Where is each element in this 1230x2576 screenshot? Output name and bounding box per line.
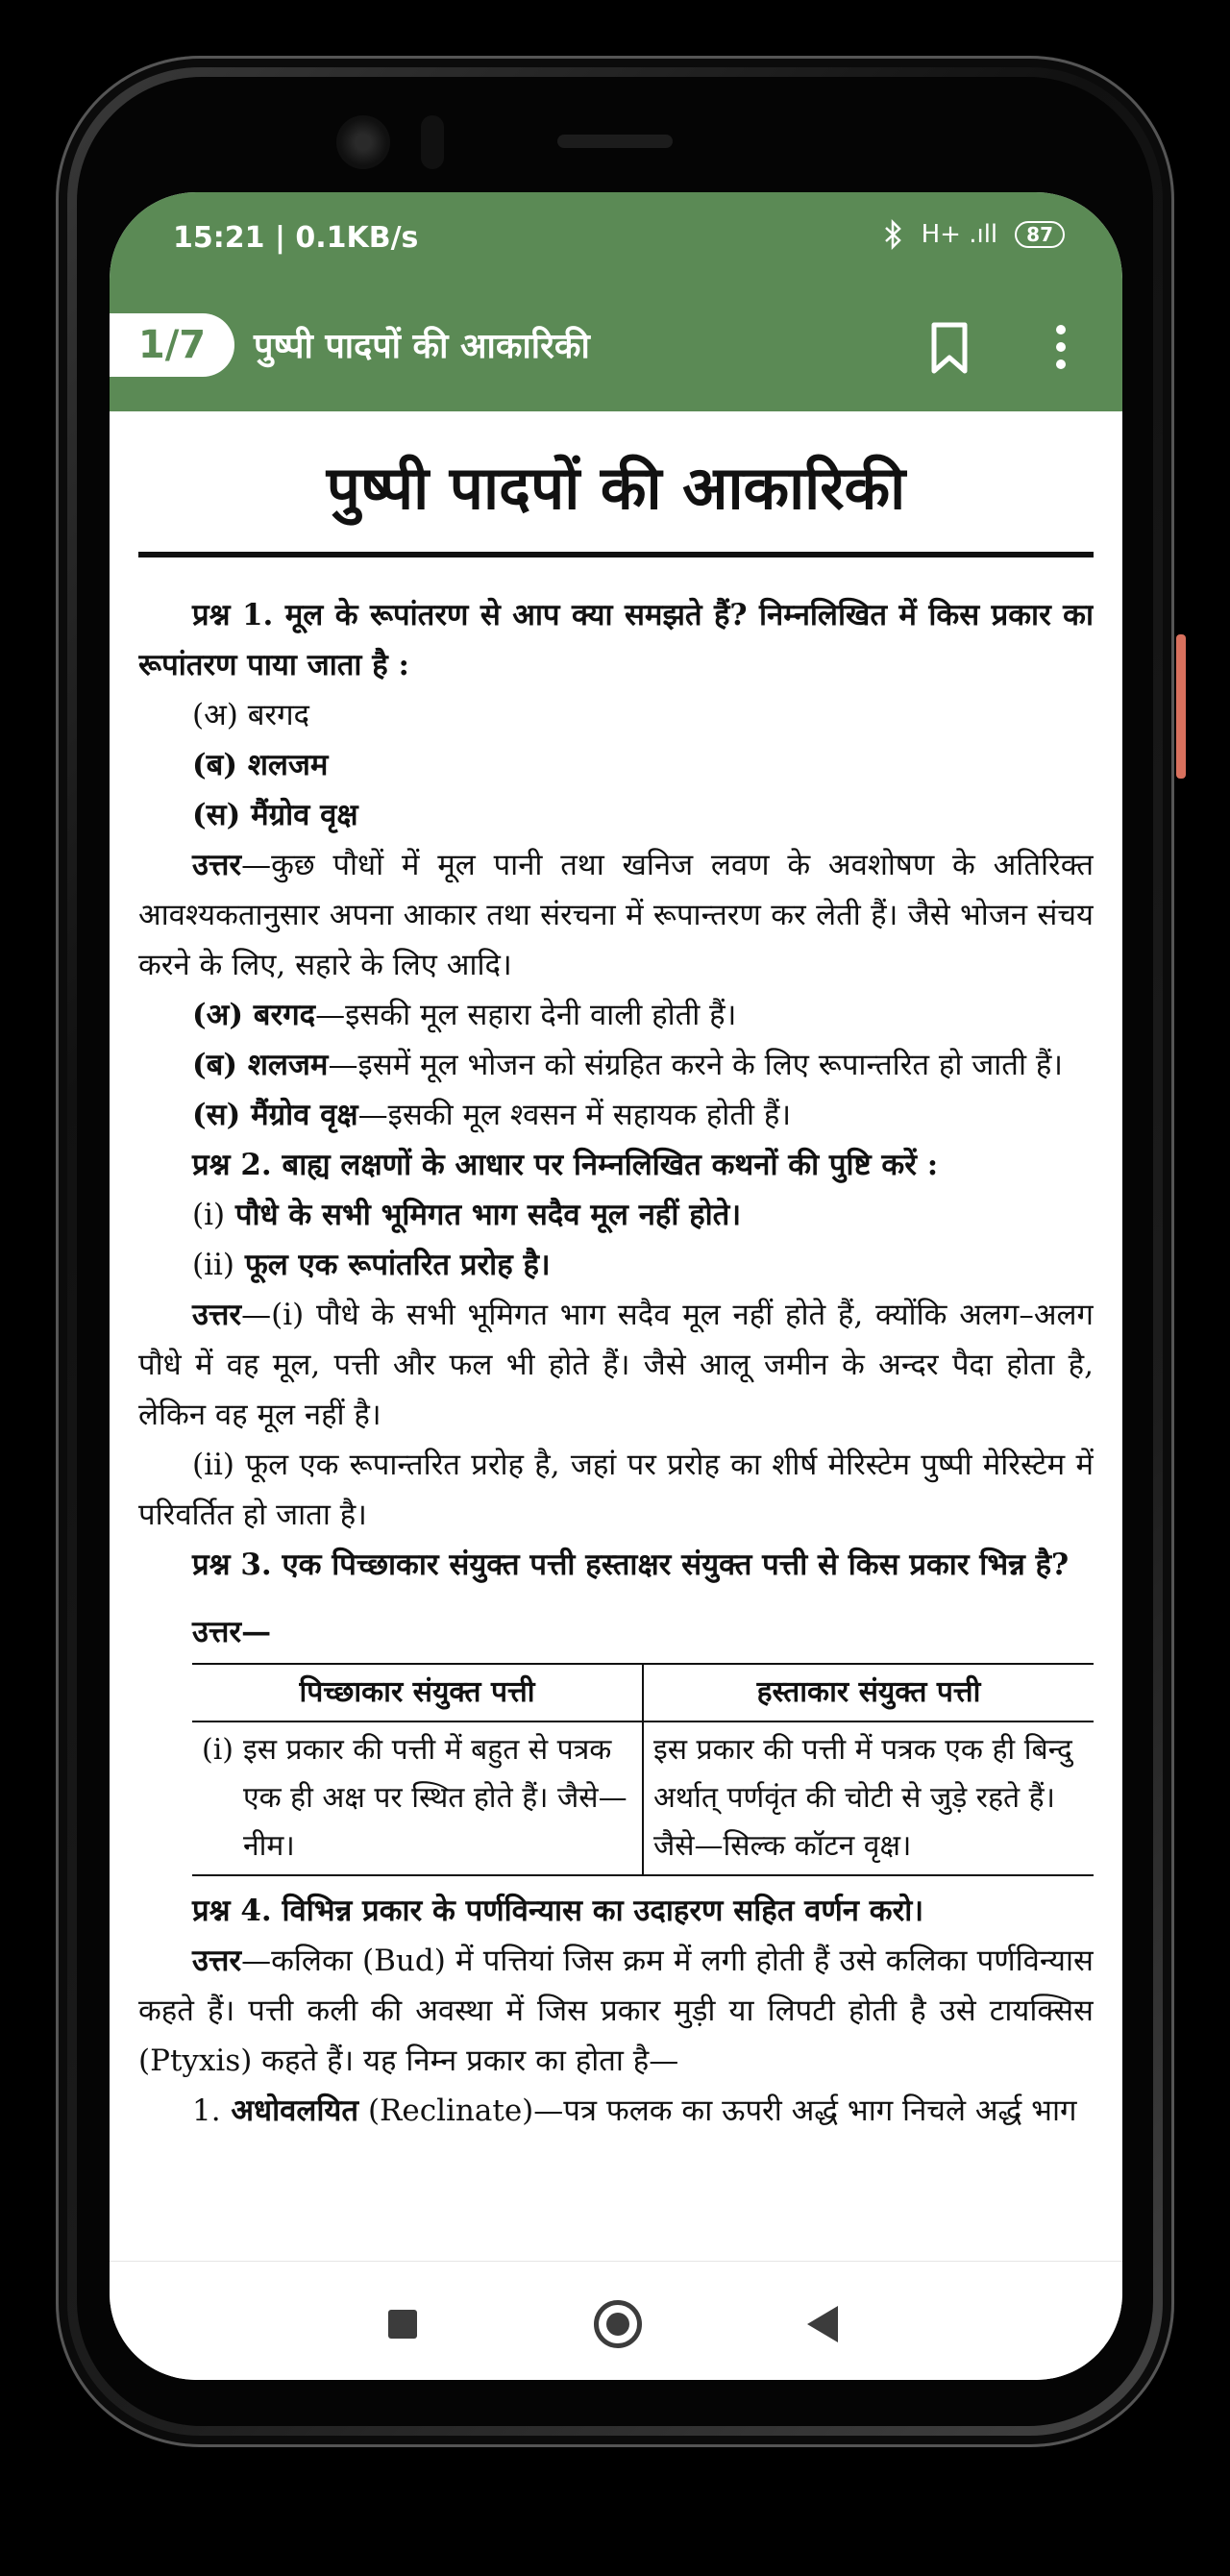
question-1-label: प्रश्न 1. (192, 598, 274, 632)
answer-1-label: उत्तर (192, 848, 242, 882)
comparison-table (192, 1663, 1094, 1876)
table-cell-pinnate-text: इस प्रकार की पत्ती में बहुत से पत्रक एक ही अक्ष पर स्थित होते हैं। जैसे—नीम। (243, 1733, 627, 1863)
answer-3-label (138, 1607, 1094, 1657)
question-1-text: मूल के रूपांतरण से आप क्या समझते हैं? निम्नलिखित में किस प्रकार का रूपांतरण पाया जाता है : (138, 598, 1094, 682)
question-4-label: प्रश्न 4. (192, 1894, 272, 1928)
app-title: पुष्पी पादपों की आकारिकी (254, 327, 590, 366)
answer-4-item-1-label: अधोवलयित (220, 2093, 359, 2128)
table-cell-pinnate (192, 1721, 643, 1875)
answer-4-label: उत्तर (192, 1944, 242, 1978)
table-cell-palmate: इस प्रकार की पत्ती में पत्रक एक ही बिन्दु अर्थात् पर्णवृंत की चोटी से जुड़े रहते हैं। जैसे—सिल्क कॉटन वृक्ष। (643, 1721, 1094, 1875)
table-row (192, 1721, 1094, 1875)
bluetooth-icon (883, 219, 904, 250)
more-vertical-icon (1042, 313, 1080, 381)
answer-4-item-1-text: (Reclinate)—पत्र फलक का ऊपरी अर्द्ध भाग निचले अर्द्ध भाग (358, 2093, 1077, 2128)
question-3 (138, 1540, 1094, 1590)
bookmark-icon (921, 313, 978, 381)
question-1-option-b: (ब) शलजम (192, 748, 329, 782)
question-3-text: एक पिच्छाकार संयुक्त पत्ती हस्ताक्षर संयुक्त पत्ती से किस प्रकार भिन्न है? (271, 1548, 1070, 1582)
battery-icon: 87 (1015, 221, 1065, 248)
answer-1-text: —कुछ पौधों में मूल पानी तथा खनिज लवण के अवशोषण के अतिरिक्त आवश्यकतानुसार अपना आकार तथा संरचना में रूपान्तरण कर लेती हैं। जैसे भोजन संचय करने के लिए, सहारे के लिए आदि। (138, 848, 1094, 982)
proximity-sensor (421, 115, 444, 169)
question-2 (138, 1140, 1094, 1190)
table-header-pinnate: पिच्छाकार संयुक्त पत्ती (192, 1664, 643, 1721)
back-button[interactable] (807, 2306, 838, 2342)
answer-4 (138, 1936, 1094, 2086)
answer-3-label-text: उत्तर— (192, 1615, 272, 1649)
recents-button[interactable] (388, 2310, 417, 2339)
question-2-item-2 (138, 1240, 1094, 1290)
more-options-button[interactable] (1042, 313, 1080, 381)
document-content[interactable] (138, 411, 1094, 2230)
answer-1-part-c-text: —इसकी मूल श्वसन में सहायक होती हैं। (357, 1098, 792, 1132)
table-header-row (192, 1664, 1094, 1721)
status-bar (110, 192, 1122, 288)
status-icons (883, 219, 1065, 250)
question-2-text: बाह्य लक्षणों के आधार पर निम्नलिखित कथनों की पुष्टि करें : (271, 1148, 939, 1182)
screen (110, 192, 1122, 2380)
table-row-number: (i) (202, 1733, 234, 1767)
document-title: पुष्पी पादपों की आकारिकी (138, 446, 1094, 557)
answer-4-text: —कलिका (Bud) में पत्तियां जिस क्रम में लगी होती हैं उसे कलिका पर्णविन्यास कहते हैं। पत्ती कली की अवस्था में जिस प्रकार मुड़ी या लिपटी होती है उसे टायक्सिस (Ptyxis) कहते हैं। यह निम्न प्रकार का होता है— (138, 1944, 1094, 2078)
answer-2-label: उत्तर (192, 1298, 242, 1332)
answer-1-part-b-text: —इसमें मूल भोजन को संग्रहित करने के लिए रूपान्तरित हो जाती हैं। (328, 1048, 1064, 1082)
question-4 (138, 1886, 1094, 1936)
question-2-item-1-num: (i) (192, 1198, 226, 1232)
side-button (1176, 634, 1186, 779)
question-4-text: विभिन्न प्रकार के पर्णविन्यास का उदाहरण सहित वर्णन करो। (271, 1894, 924, 1928)
question-3-label: प्रश्न 3. (192, 1548, 272, 1582)
answer-1-part-c (138, 1090, 1094, 1140)
answer-1 (138, 840, 1094, 990)
question-1-option-c: (स) मैंग्रोव वृक्ष (192, 798, 358, 832)
navigation-bar (110, 2261, 1122, 2380)
question-2-item-2-num: (ii) (192, 1248, 235, 1282)
app-bar (110, 288, 1122, 411)
answer-1-part-a-text: —इसकी मूल सहारा देनी वाली होती हैं। (315, 998, 737, 1032)
answer-2-text-1: —(i) पौधे के सभी भूमिगत भाग सदैव मूल नहीं होते हैं, क्योंकि अलग–अलग पौधे में वह मूल, पत्ती और फल भी होते हैं। जैसे आलू जमीन के अन्दर पैदा होता है, लेकिन वह मूल नहीं है। (138, 1298, 1094, 1432)
table-header-palmate: हस्ताकार संयुक्त पत्ती (643, 1664, 1094, 1721)
status-time: 15:21 | 0.1KB/s (173, 221, 419, 255)
question-1 (138, 590, 1094, 690)
answer-1-part-a-label: (अ) बरगद (192, 998, 316, 1032)
answer-2-part-2: (ii) फूल एक रूपान्तरित प्ररोह है, जहां पर प्ररोह का शीर्ष मेरिस्टेम पुष्पी मेरिस्टेम में परिवर्तित हो जाता है। (138, 1448, 1094, 1532)
answer-2-part-1 (138, 1290, 1094, 1440)
answer-1-part-b-label: (ब) शलजम (192, 1048, 329, 1082)
answer-1-part-b (138, 1040, 1094, 1090)
question-1-option-a: (अ) बरगद (192, 698, 310, 732)
question-2-item-2-text: फूल एक रूपांतरित प्ररोह है। (234, 1248, 551, 1282)
answer-4-item-1 (138, 2086, 1094, 2136)
answer-1-part-c-label: (स) मैंग्रोव वृक्ष (192, 1098, 358, 1132)
signal-icon: H+ .ıll (921, 220, 998, 249)
home-button[interactable] (594, 2300, 642, 2348)
question-2-label: प्रश्न 2. (192, 1148, 272, 1182)
front-camera (336, 115, 390, 169)
answer-4-item-1-num: 1. (192, 2093, 221, 2128)
bookmark-button[interactable] (921, 313, 978, 381)
question-2-item-1-text: पौधे के सभी भूमिगत भाग सदैव मूल नहीं होते। (225, 1198, 742, 1232)
earpiece-speaker (557, 135, 673, 148)
page-indicator: 1/7 (110, 313, 234, 377)
question-2-item-1 (138, 1190, 1094, 1240)
answer-1-part-a (138, 990, 1094, 1040)
